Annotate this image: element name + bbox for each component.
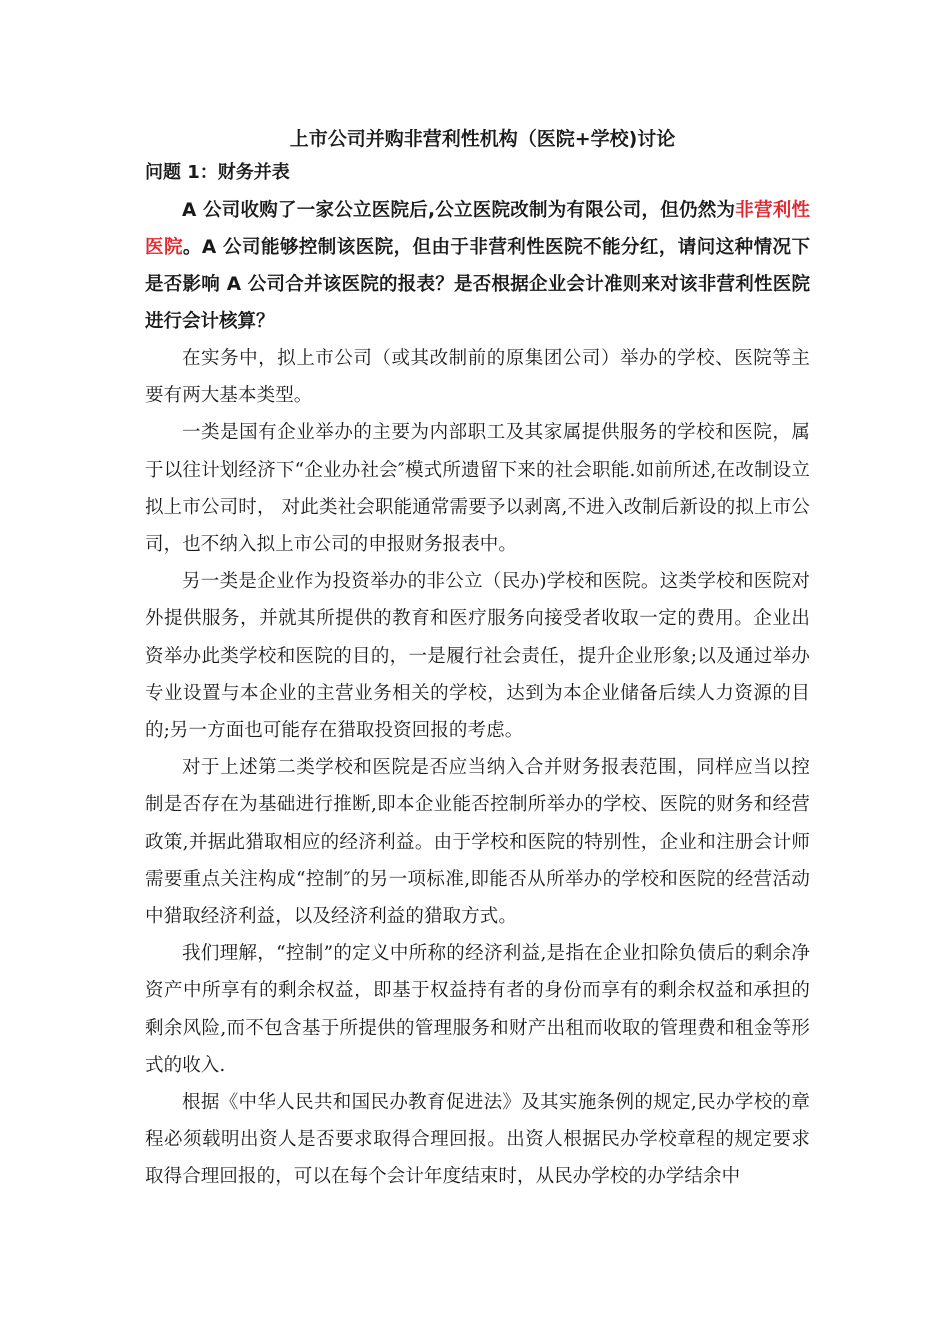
paragraph-4: 对于上述第二类学校和医院是否应当纳入合并财务报表范围，同样应当以控制是否存在为基础进行推断,即本企业能否控制所举办的学校、医院的财务和经营政策,并据此猎取相应的经济利益。由于学校和医院的特别性，企业和注册会计师需要重点关注构成“控制″的另一项标准,即能否从所举办的学校和医院的经营活动中猎取经济利益，以及经济利益的猎取方式。 — [145, 757, 810, 928]
paragraph-2: 一类是国有企业举办的主要为内部职工及其家属提供服务的学校和医院，属于以往计划经济下“企业办社会″模式所遗留下来的社会职能.如前所述,在改制设立拟上市公司时， 对此类社会职能通常需要予以剥离,不进入改制后新设的拟上市公司，也不纳入拟上市公司的申报财务报表中。 — [145, 422, 810, 556]
highlighted-term: 非营利性医院 — [145, 200, 810, 258]
document-title: 上市公司并购非营利性机构（医院+学校)讨论 — [289, 128, 676, 150]
paragraph-6: 根据《中华人民共和国民办教育促进法》及其实施条例的规定,民办学校的章程必须载明出资人是否要求取得合理回报。出资人根据民办学校章程的规定要求取得合理回报的，可以在每个会计年度结束时，从民办学校的办学结余中 — [145, 1092, 810, 1188]
question-text-before: A 公司收购了一家公立医院后,公立医院改制为有限公司，但仍然为 — [182, 200, 736, 221]
question-heading: 问题 1：财务并表 — [145, 162, 290, 183]
paragraph-5: 我们理解，“控制”的定义中所称的经济利益,是指在企业扣除负债后的剩余净资产中所享有的剩余权益，即基于权益持有者的身份而享有的剩余权益和承担的剩余风险,而不包含基于所提供的管理服务和财产出租而收取的管理费和租金等形式的收入. — [145, 943, 810, 1076]
question-text-after: 。A 公司能够控制该医院，但由于非营利性医院不能分红，请问这种情况下是否影响 A 公司合并该医院的报表？是否根据企业会计准则来对该非营利性医院进行会计核算？ — [145, 237, 810, 332]
paragraph-3: 另一类是企业作为投资举办的非公立（民办)学校和医院。这类学校和医院对外提供服务，并就其所提供的教育和医疗服务向接受者收取一定的费用。企业出资举办此类学校和医院的目的，一是履行社会责任，提升企业形象;以及通过举办专业设置与本企业的主营业务相关的学校，达到为本企业储备后续人力资源的目的;另一方面也可能存在猎取投资回报的考虑。 — [145, 571, 810, 742]
document-page — [145, 122, 810, 1196]
paragraph-1: 在实务中，拟上市公司（或其改制前的原集团公司）举办的学校、医院等主要有两大基本类型。 — [145, 348, 810, 407]
question-text — [145, 192, 810, 340]
